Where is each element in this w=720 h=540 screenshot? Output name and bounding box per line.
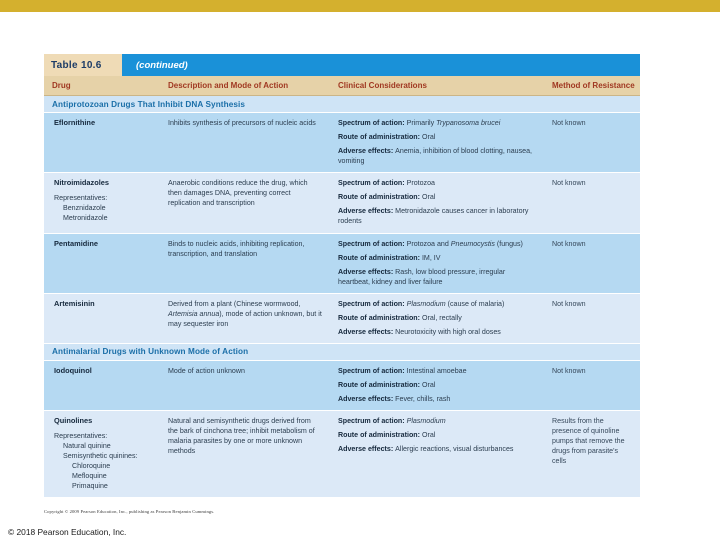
table-title-bar [44, 54, 640, 76]
spectrum-of-action-label: Spectrum of action: [338, 299, 407, 308]
description-text: Derived from a plant (Chinese wormwood, Artemisia annua), mode of action unknown, but it may sequester iron [168, 299, 322, 328]
representatives-label: Representatives: [54, 431, 108, 440]
representative-item: Natural quinine [63, 441, 111, 450]
adverse-effects-label: Adverse effects: [338, 395, 396, 404]
italic-species: Plasmodium [406, 417, 446, 426]
spectrum-of-action-label: Spectrum of action: [338, 417, 407, 426]
cell-drug [44, 294, 160, 343]
spectrum-of-action-label: Spectrum of action: [338, 179, 407, 188]
spectrum-of-action-line: Spectrum of action: Protozoa [338, 179, 435, 188]
cell-drug [44, 411, 160, 497]
cell-resistance: Not known [552, 239, 586, 248]
drug-name: Artemisinin [54, 298, 95, 308]
route-of-administration-line: Route of administration: Oral [338, 193, 436, 202]
italic-species: Artemisia annua [168, 309, 220, 318]
cell-clinical [330, 113, 544, 172]
italic-species: Trypanosoma brucei [436, 119, 501, 127]
cell-drug [44, 234, 160, 293]
table-row [44, 173, 640, 233]
adverse-effects-line: Adverse effects: Fever, chills, rash [338, 395, 451, 404]
adverse-effects-label: Adverse effects: [338, 147, 396, 156]
route-of-administration-line: Route of administration: Oral, rectally [338, 313, 462, 322]
adverse-effects-label: Adverse effects: [338, 207, 396, 216]
adverse-effects-line: Adverse effects: Rash, low blood pressure, irregular heartbeat, kidney and liver failure [338, 267, 506, 286]
table-number-tab: Table 10.6 [44, 54, 122, 76]
italic-species: Pneumocystis [450, 239, 495, 248]
drug-name: Pentamidine [54, 238, 98, 248]
representatives-label: Representatives: [54, 193, 108, 202]
cell-clinical [330, 173, 544, 232]
table-section-header-label: Antiprotozoan Drugs That Inhibit DNA Synthesis [52, 99, 246, 109]
adverse-effects-line: Adverse effects: Anemia, inhibition of blood clotting, nausea, vomiting [338, 147, 533, 166]
cell-clinical [330, 361, 544, 410]
representative-item: Chloroquine [72, 461, 111, 470]
drug-name: Quinolines [54, 416, 93, 426]
spectrum-of-action-line: Spectrum of action: Protozoa and Pneumocystis (fungus) [338, 239, 523, 248]
cell-clinical [330, 234, 544, 293]
table-row [44, 234, 640, 294]
description-text: Inhibits synthesis of precursors of nucleic acids [168, 119, 316, 127]
spectrum-of-action-label: Spectrum of action: [338, 239, 407, 248]
table-row [44, 294, 640, 344]
cell-drug [44, 173, 160, 232]
table-section-header-label: Antimalarial Drugs with Unknown Mode of Action [52, 347, 249, 357]
table-copyright-line: Copyright © 2009 Pearson Education, Inc., publishing as Pearson Benjamin Cummings. [44, 509, 215, 514]
drug-name: Eflornithine [54, 118, 96, 127]
cell-description [160, 361, 330, 410]
route-of-administration-label: Route of administration: [338, 381, 422, 389]
adverse-effects-line: Adverse effects: Metronidazole causes cancer in laboratory rodents [338, 207, 529, 226]
cell-description [160, 234, 330, 293]
adverse-effects-label: Adverse effects: [338, 267, 396, 276]
column-header-drug: Drug [52, 81, 71, 90]
cell-description [160, 294, 330, 343]
cell-description [160, 173, 330, 232]
cell-resistance: Results from the presence of quinoline pumps that remove the drugs from parasite's cells [552, 417, 625, 466]
spectrum-of-action-line: Spectrum of action: Intestinal amoebae [338, 366, 467, 375]
spectrum-of-action-line: Spectrum of action: Primarily Trypanosoma brucei [338, 119, 501, 127]
adverse-effects-line: Adverse effects: Allergic reactions, visual disturbances [338, 445, 514, 454]
route-of-administration-line: Route of administration: Oral [338, 431, 436, 440]
cell-clinical [330, 294, 544, 343]
description-text: Binds to nucleic acids, inhibiting replication, transcription, and translation [168, 239, 305, 258]
slide-accent-bar [0, 0, 720, 12]
cell-description [160, 411, 330, 497]
cell-resistance: Not known [552, 299, 586, 308]
representatives-list [54, 203, 152, 223]
cell-drug [44, 361, 160, 410]
spectrum-of-action-line: Spectrum of action: Plasmodium (cause of malaria) [338, 299, 505, 308]
drug-table [44, 54, 640, 498]
description-text: Anaerobic conditions reduce the drug, which then damages DNA, preventing correct replication and transcription [168, 179, 308, 208]
route-of-administration-label: Route of administration: [338, 253, 422, 262]
adverse-effects-label: Adverse effects: [338, 327, 396, 336]
representative-item: Primaquine [72, 481, 108, 490]
representative-item: Mefloquine [72, 471, 107, 480]
route-of-administration-line: Route of administration: Oral [338, 133, 436, 142]
table-row [44, 411, 640, 498]
route-of-administration-label: Route of administration: [338, 431, 422, 440]
representative-item: Benznidazole [63, 203, 106, 212]
spectrum-of-action-label: Spectrum of action: [338, 119, 407, 127]
slide-body [0, 12, 720, 540]
column-header-resistance: Method of Resistance [552, 81, 635, 90]
table-row [44, 113, 640, 173]
table-body [44, 96, 640, 498]
column-header-description: Description and Mode of Action [168, 81, 289, 90]
description-text: Natural and semisynthetic drugs derived from the bark of cinchona tree; inhibit metabolism of malaria parasites by one or more unknown methods [168, 417, 315, 456]
cell-resistance: Not known [552, 366, 586, 375]
table-section-header [44, 96, 640, 113]
drug-name: Nitroimidazoles [54, 178, 110, 188]
adverse-effects-line: Adverse effects: Neurotoxicity with high oral doses [338, 327, 501, 336]
spectrum-of-action-label: Spectrum of action: [338, 366, 407, 375]
cell-drug [44, 113, 160, 172]
spectrum-of-action-line [338, 416, 536, 426]
route-of-administration-label: Route of administration: [338, 193, 422, 202]
cell-description [160, 113, 330, 172]
drug-name: Iodoquinol [54, 365, 92, 375]
italic-species: Plasmodium [406, 299, 446, 308]
description-text: Mode of action unknown [168, 366, 245, 375]
table-row [44, 361, 640, 411]
column-header-clinical: Clinical Considerations [338, 81, 427, 90]
cell-resistance: Not known [552, 179, 586, 188]
adverse-effects-label: Adverse effects: [338, 445, 396, 454]
table-continued-label: (continued) [136, 59, 188, 71]
cell-resistance: Not known [552, 119, 586, 127]
route-of-administration-label: Route of administration: [338, 313, 422, 322]
cell-clinical [330, 411, 544, 497]
table-column-headers [44, 76, 640, 96]
slide-footer-credit: © 2018 Pearson Education, Inc. [8, 527, 127, 537]
route-of-administration-line: Route of administration: Oral [338, 381, 436, 389]
representative-item: Semisynthetic quinines: [63, 451, 138, 460]
route-of-administration-label: Route of administration: [338, 133, 422, 142]
route-of-administration-line: Route of administration: IM, IV [338, 253, 441, 262]
table-section-header [44, 344, 640, 361]
representatives-list [54, 441, 152, 491]
representative-item: Metronidazole [63, 213, 108, 222]
